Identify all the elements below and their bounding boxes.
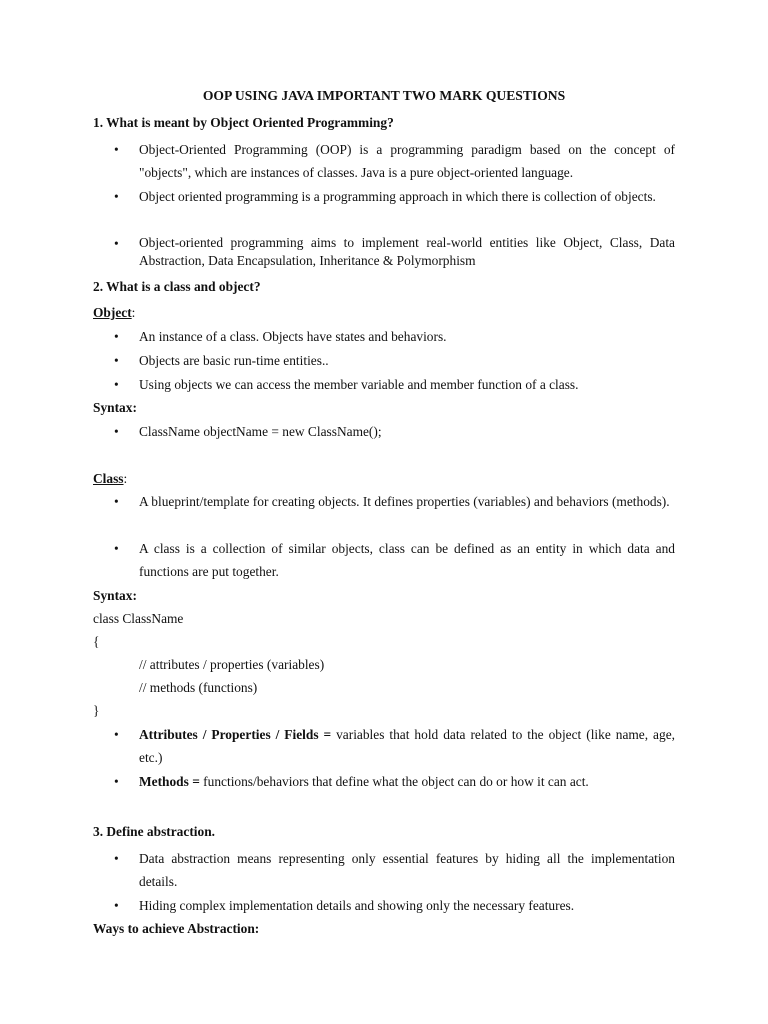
methods-description: functions/behaviors that define what the object can do or how it can act. (199, 774, 589, 789)
code-close-brace: } (93, 703, 100, 718)
question-3-heading: 3. Define abstraction. (93, 824, 215, 839)
class-bullet-2: A class is a collection of similar objects, class can be defined as an entity in which data and functions are put together. (139, 541, 675, 579)
q1-bullet-1: Object-Oriented Programming (OOP) is a programming paradigm based on the concept of "objects", which are instances of classes. Java is a pure object-oriented language. (139, 142, 675, 180)
bullet-icon: • (114, 353, 119, 368)
object-bullet-3: Using objects we can access the member variable and member function of a class. (139, 377, 579, 392)
object-syntax-code: ClassName objectName = new ClassName(); (139, 424, 382, 439)
attributes-description: variables that hold data related to the object (like name, age, etc.) (139, 727, 675, 765)
object-label-text: Object (93, 305, 132, 320)
object-bullet-1: An instance of a class. Objects have states and behaviors. (139, 329, 447, 344)
code-attributes-comment: // attributes / properties (variables) (139, 657, 325, 672)
class-bullet-1: A blueprint/template for creating objects. It defines properties (variables) and behaviors (methods). (139, 494, 670, 509)
bullet-icon: • (114, 541, 119, 556)
ways-to-achieve-abstraction-label: Ways to achieve Abstraction: (93, 921, 260, 936)
question-2-heading: 2. What is a class and object? (93, 279, 261, 294)
bullet-icon: • (114, 494, 119, 509)
bullet-icon: • (114, 898, 119, 913)
bullet-icon: • (114, 774, 119, 789)
bullet-icon: • (114, 329, 119, 344)
q3-bullet-1: Data abstraction means representing only essential features by hiding all the implementation details. (139, 851, 675, 889)
bullet-icon: • (114, 424, 119, 439)
bullet-icon: • (114, 189, 119, 204)
page-title: OOP USING JAVA IMPORTANT TWO MARK QUESTIONS (202, 88, 566, 103)
bullet-icon: • (114, 236, 119, 251)
code-open-brace: { (93, 634, 100, 649)
attributes-definition (139, 723, 675, 769)
bullet-icon: • (114, 377, 119, 392)
methods-definition (139, 770, 675, 793)
class-label-colon: : (123, 471, 128, 486)
object-syntax-label: Syntax: (93, 400, 137, 415)
bullet-icon: • (114, 142, 119, 157)
class-syntax-label: Syntax: (93, 588, 137, 603)
q1-bullet-2: Object oriented programming is a programming approach in which there is collection of objects. (139, 189, 656, 204)
class-label-text: Class (93, 471, 124, 486)
q3-bullet-2: Hiding complex implementation details and showing only the necessary features. (139, 898, 575, 913)
class-label (93, 467, 127, 490)
q1-bullet-3: Object-oriented programming aims to implement real-world entities like Object, Class, Data Abstraction, Data Encapsulation, Inheritance & Polymorphism (139, 235, 675, 268)
object-label-colon: : (131, 305, 136, 320)
code-class-line: class ClassName (93, 611, 184, 626)
bullet-icon: • (114, 727, 119, 742)
attributes-term: Attributes / Properties / Fields = (139, 727, 332, 742)
code-methods-comment: // methods (functions) (139, 680, 258, 695)
object-bullet-2: Objects are basic run-time entities.. (139, 353, 329, 368)
bullet-icon: • (114, 851, 119, 866)
object-label (93, 301, 135, 324)
methods-term: Methods = (139, 774, 200, 789)
question-1-heading: 1. What is meant by Object Oriented Programming? (93, 115, 394, 130)
